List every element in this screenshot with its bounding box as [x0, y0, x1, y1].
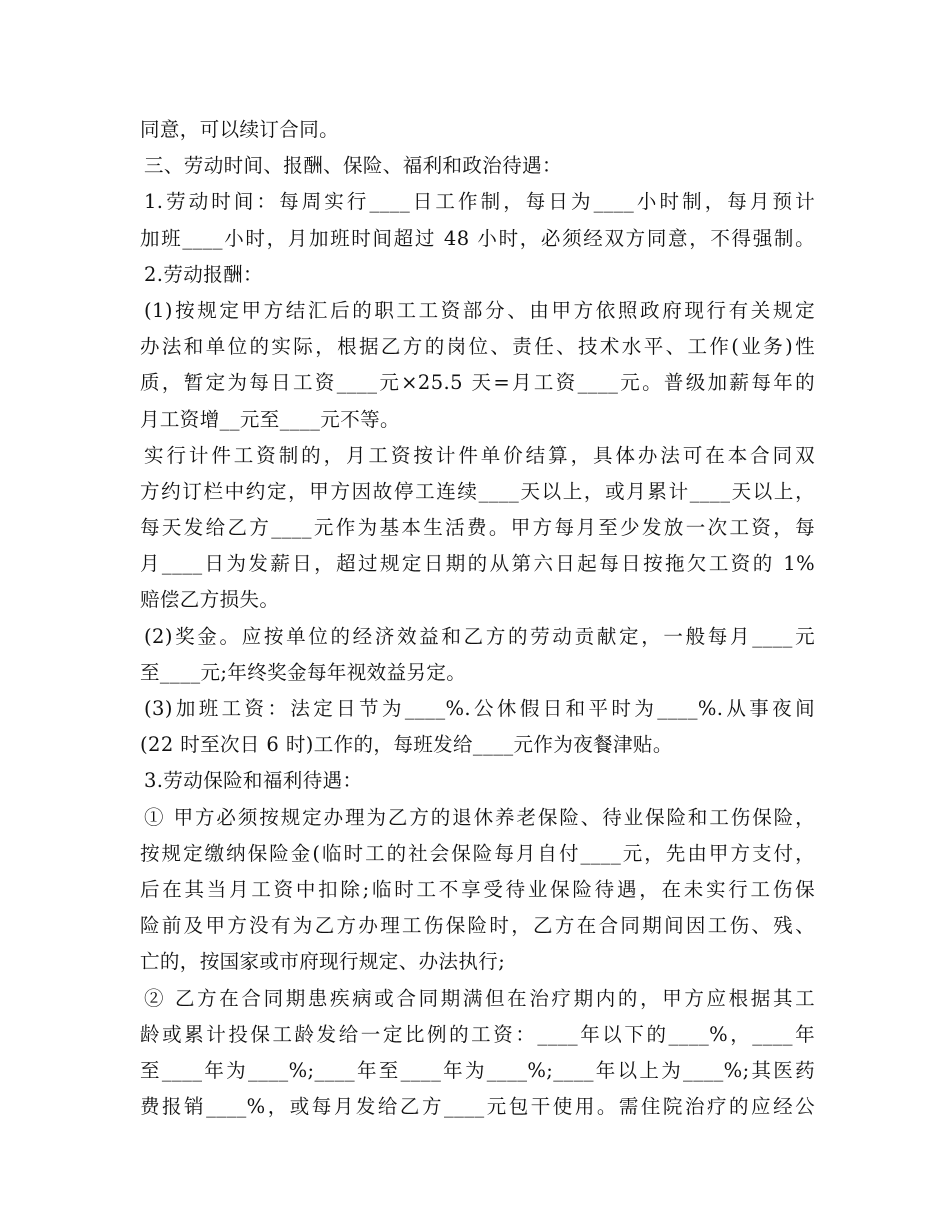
text-line: 每天发给乙方____元作为基本生活费。甲方每月至少发放一次工资，每	[140, 516, 815, 540]
text-line: ① 甲方必须按规定办理为乙方的退休养老保险、待业保险和工伤保险，	[144, 805, 815, 829]
text-line: 月工资增__元至____元不等。	[140, 407, 400, 431]
text-line: 赔偿乙方损失。	[140, 588, 280, 612]
text-line: 加班____小时，月加班时间超过 48 小时，必须经双方同意，不得强制。	[140, 226, 815, 250]
text-line: 2.劳动报酬：	[144, 262, 263, 286]
text-line: 同意，可以续订合同。	[140, 118, 340, 141]
text-line: (1)按规定甲方结汇后的职工工资部分、由甲方依照政府现行有关规定	[144, 298, 815, 322]
text-line: 3.劳动保险和福利待遇：	[144, 769, 363, 793]
text-line: 险前及甲方没有为乙方办理工伤保险时，乙方在合同期间因工伤、残、	[140, 914, 815, 938]
text-line: 1.劳动时间：每周实行____日工作制，每日为____小时制，每月预计	[144, 190, 815, 214]
text-line: 方约订栏中约定，甲方因故停工连续____天以上，或月累计____天以上，	[140, 479, 815, 503]
text-line: (22 时至次日 6 时)工作的，每班发给____元作为夜餐津贴。	[140, 733, 673, 757]
text-line: 三、劳动时间、报酬、保险、福利和政治待遇：	[144, 154, 562, 178]
text-line: 至____元;年终奖金每年视效益另定。	[140, 660, 467, 684]
text-line: 实行计件工资制的，月工资按计件单价结算，具体办法可在本合同双	[144, 443, 815, 467]
text-line: 至____年为____%;____年至____年为____%;____年以上为____%;其医药	[140, 1058, 815, 1082]
contract-text	[140, 112, 815, 1125]
text-line: 办法和单位的实际，根据乙方的岗位、责任、技术水平、工作(业务)性	[140, 335, 816, 359]
text-line: (2)奖金。应按单位的经济效益和乙方的劳动贡献定，一般每月____元	[144, 624, 815, 648]
text-line: 月____日为发薪日，超过规定日期的从第六日起每日按拖欠工资的 1%	[140, 552, 815, 576]
text-line: ② 乙方在合同期患疾病或合同期满但在治疗期内的，甲方应根据其工	[144, 986, 815, 1010]
text-line: 按规定缴纳保险金(临时工的社会保险每月自付____元，先由甲方支付，	[140, 841, 815, 865]
text-line: 费报销____%，或每月发给乙方____元包干使用。需住院治疗的应经公	[140, 1095, 815, 1119]
text-line: (3)加班工资：法定日节为____%.公休假日和平时为____%.从事夜间	[144, 697, 815, 720]
text-line: 后在其当月工资中扣除;临时工不享受待业保险待遇，在未实行工伤保	[140, 877, 815, 901]
text-line: 龄或累计投保工龄发给一定比例的工资：____年以下的____%，____年	[140, 1022, 815, 1046]
text-line: 质，暂定为每日工资____元×25.5 天=月工资____元。普级加薪每年的	[140, 371, 815, 395]
text-line: 亡的，按国家或市府现行规定、办法执行;	[140, 950, 506, 974]
